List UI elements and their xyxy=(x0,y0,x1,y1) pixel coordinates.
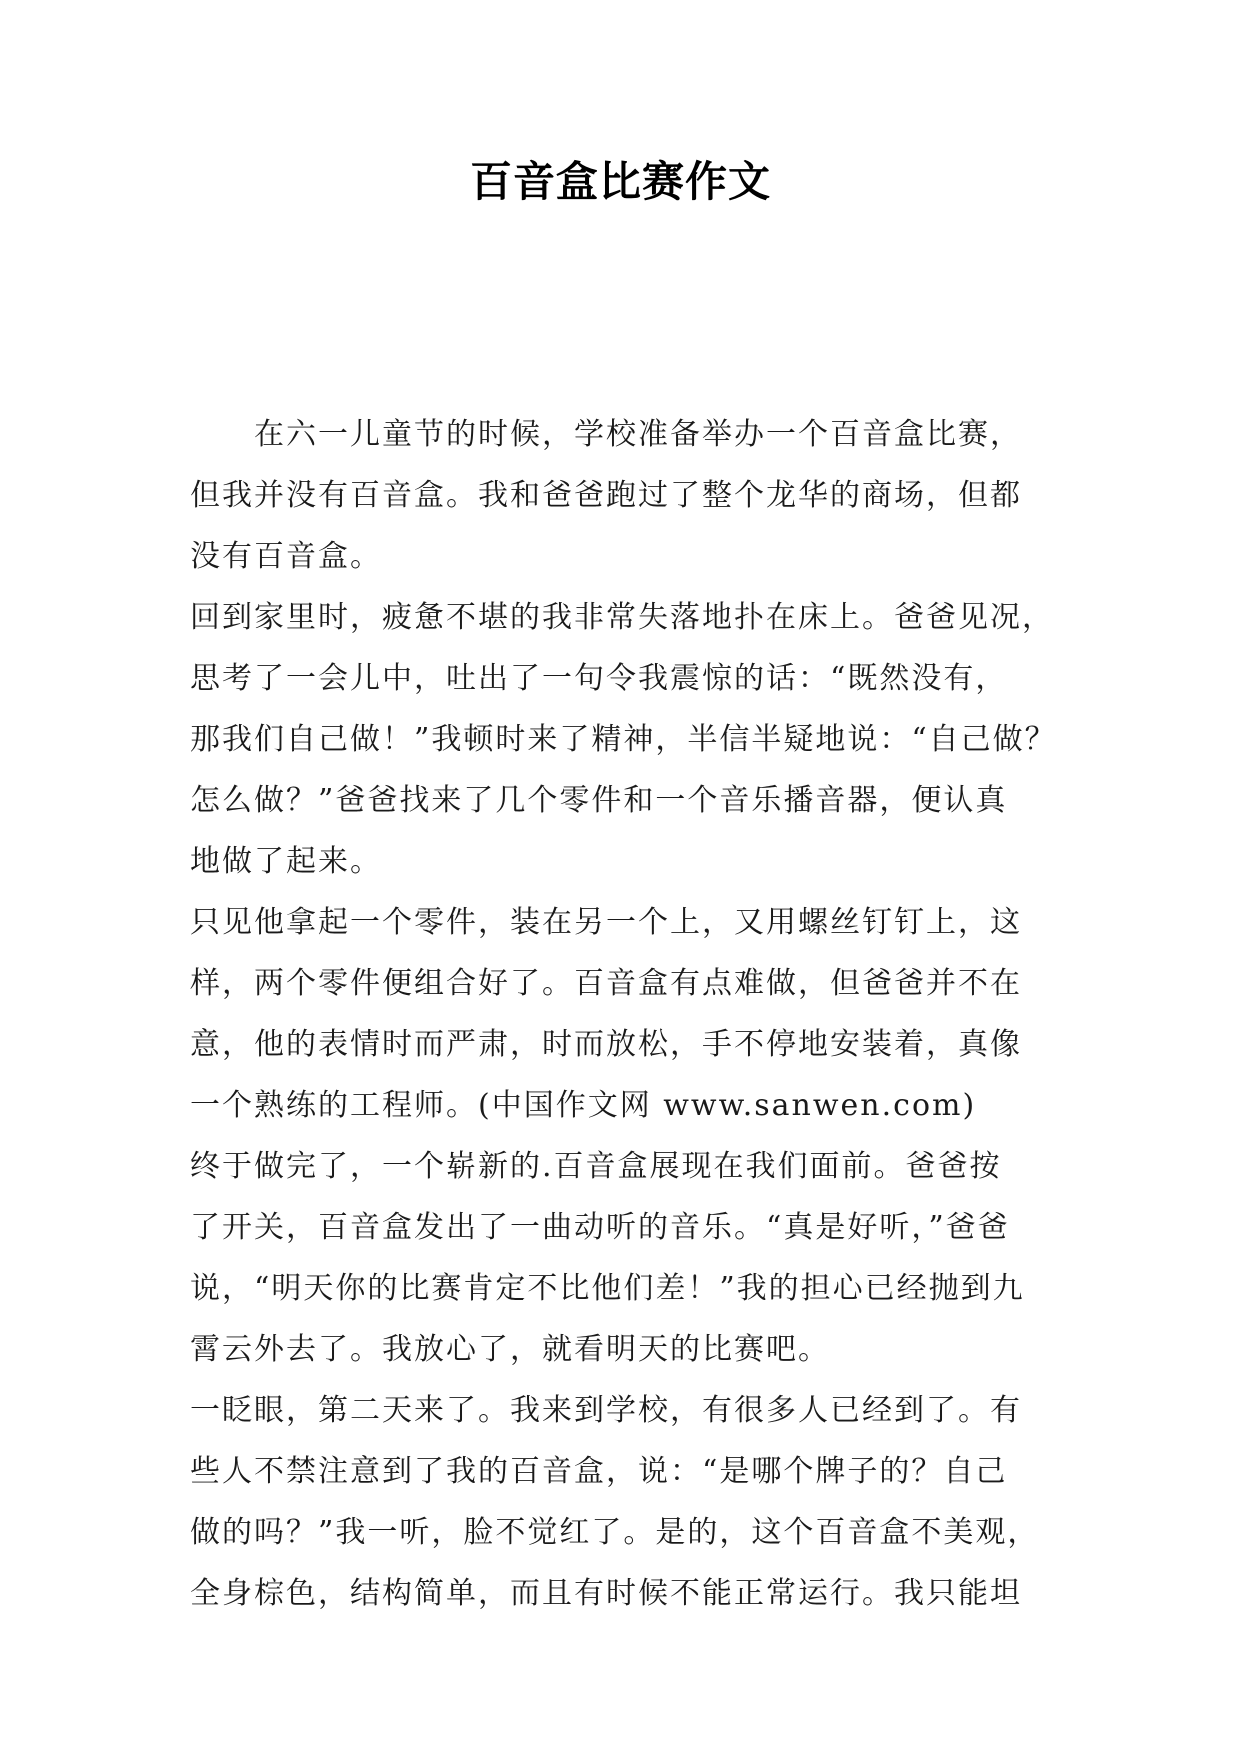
text-line: 一眨眼，第二天来了。我来到学校，有很多人已经到了。有 xyxy=(190,1393,1022,1428)
text-line: 只见他拿起一个零件，装在另一个上，又用螺丝钉钉上，这 xyxy=(190,905,1022,940)
document-body xyxy=(190,404,1210,1624)
document-title: 百音盒比赛作文 xyxy=(469,157,771,206)
text-line: 样，两个零件便组合好了。百音盒有点难做，但爸爸并不在 xyxy=(190,966,1022,1001)
text-line: 说，“明天你的比赛肯定不比他们差！”我的担心已经抛到九 xyxy=(190,1271,1025,1306)
text-line: 做的吗？”我一听，脸不觉红了。是的，这个百音盒不美观， xyxy=(190,1515,1040,1550)
text-line: 怎么做？”爸爸找来了几个零件和一个音乐播音器，便认真 xyxy=(190,783,1008,818)
text-line: 意，他的表情时而严肃，时而放松，手不停地安装着，真像 xyxy=(190,1027,1022,1062)
text-line: 全身棕色，结构简单，而且有时候不能正常运行。我只能坦 xyxy=(190,1576,1022,1611)
text-line: 霄云外去了。我放心了，就看明天的比赛吧。 xyxy=(190,1332,830,1367)
text-line: 那我们自己做！”我顿时来了精神，半信半疑地说：“自己做？ xyxy=(190,722,1057,757)
text-line: 回到家里时，疲惫不堪的我非常失落地扑在床上。爸爸见况， xyxy=(190,600,1054,635)
text-line: 在六一儿童节的时候，学校准备举办一个百音盒比赛， xyxy=(254,417,1022,452)
text-line: 地做了起来。 xyxy=(190,844,382,879)
text-line: 思考了一会儿中，吐出了一句令我震惊的话：“既然没有， xyxy=(190,661,1008,696)
text-line: 了开关，百音盒发出了一曲动听的音乐。“真是好听，”爸爸 xyxy=(190,1210,1010,1245)
text-line: 但我并没有百音盒。我和爸爸跑过了整个龙华的商场，但都 xyxy=(190,478,1022,513)
text-line: 终于做完了，一个崭新的.百音盒展现在我们面前。爸爸按 xyxy=(190,1149,1002,1184)
text-line: 一个熟练的工程师。(中国作文网 www.sanwen.com) xyxy=(190,1088,977,1123)
text-line: 些人不禁注意到了我的百音盒，说：“是哪个牌子的？自己 xyxy=(190,1454,1008,1489)
text-line: 没有百音盒。 xyxy=(190,539,382,574)
